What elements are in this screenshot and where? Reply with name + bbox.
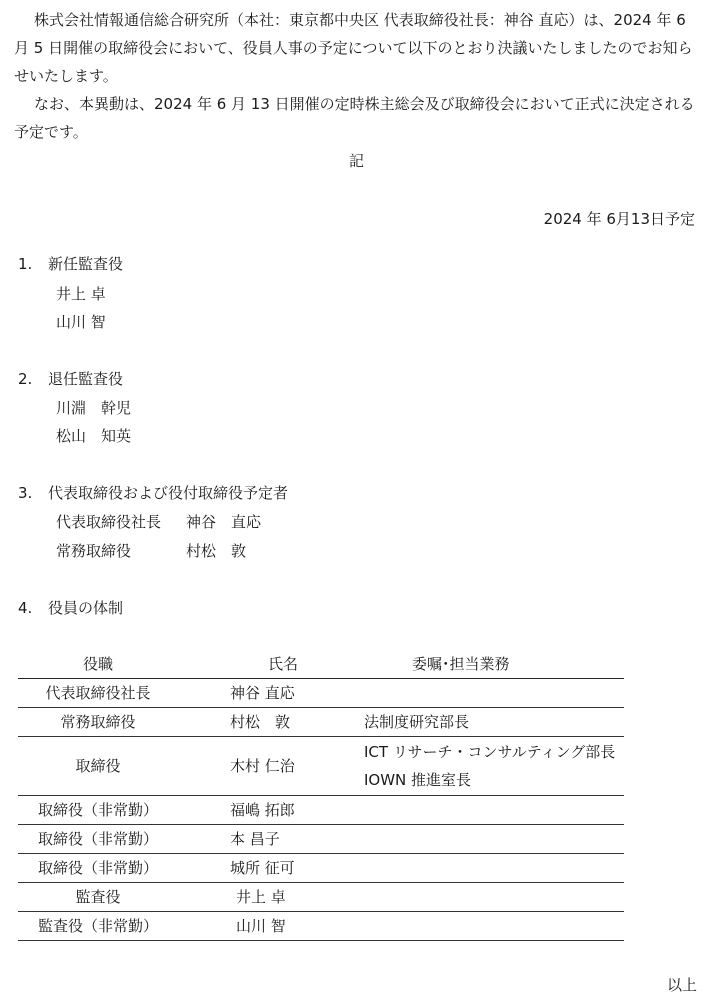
cell-duty: 法制度研究部長 <box>346 708 624 737</box>
section-3-role-1: 代表取締役社長 <box>56 513 162 531</box>
table-row <box>18 708 624 737</box>
cell-duty <box>346 825 624 854</box>
cell-role: 監査役 <box>18 883 178 912</box>
cell-role: 常務取締役 <box>18 708 178 737</box>
cell-role: 監査役（非常勤） <box>18 912 178 941</box>
section-1-line-1: 井上 卓 <box>56 285 106 303</box>
cell-name: 木村 仁治 <box>178 737 346 796</box>
cell-role: 取締役（非常勤） <box>18 825 178 854</box>
section-number: 1. <box>18 255 33 273</box>
section-title: 退任監査役 <box>48 370 124 388</box>
cell-name: 本 昌子 <box>178 825 346 854</box>
intro-paragraph-2: なお、本異動は、2024 年 6 月 13 日開催の定時株主総会及び取締役会において正式に決定される予定です。 <box>14 95 695 141</box>
cell-duty <box>346 796 624 825</box>
section-3-heading <box>18 482 288 503</box>
section-3-name-2: 村松 敦 <box>186 542 247 560</box>
cell-name: 村松 敦 <box>178 708 346 737</box>
cell-duty <box>346 912 624 941</box>
table-row <box>18 912 624 941</box>
ki-heading: 記 <box>348 152 364 170</box>
section-title: 役員の体制 <box>48 599 124 617</box>
section-1-line-2: 山川 智 <box>56 313 106 331</box>
table-row <box>18 679 624 708</box>
cell-name: 福嶋 拓郎 <box>178 796 346 825</box>
section-title: 代表取締役および役付取締役予定者 <box>48 484 289 502</box>
table-row <box>18 737 624 796</box>
section-number: 4. <box>18 599 33 617</box>
table-row <box>18 854 624 883</box>
table-row <box>18 825 624 854</box>
cell-duty <box>346 883 624 912</box>
header-duty: 委嘱･担当業務 <box>346 650 624 679</box>
header-name: 氏名 <box>178 650 346 679</box>
cell-duty <box>346 854 624 883</box>
section-2-line-2: 松山 知英 <box>56 427 132 445</box>
cell-role: 取締役（非常勤） <box>18 854 178 883</box>
section-3-name-1: 神谷 直応 <box>186 513 262 531</box>
intro-paragraph-1: 株式会社情報通信総合研究所（本社：東京都中央区 代表取締役社長：神谷 直応）は、2024 年 6 月 5 日開催の取締役会において、役員人事の予定について以下のとおり決議いたしましたのでお知らせいたします。 <box>14 11 693 85</box>
cell-name: 井上 卓 <box>178 883 346 912</box>
section-number: 3. <box>18 484 33 502</box>
duty-line-1: ICT リサーチ・コンサルティング部長 <box>364 743 616 761</box>
schedule-date: 2024 年 6月13日予定 <box>543 210 695 228</box>
section-4-heading <box>18 597 123 618</box>
cell-name: 山川 智 <box>178 912 346 941</box>
section-1-heading <box>18 253 123 274</box>
closing-text: 以上 <box>666 976 697 994</box>
table-row <box>18 883 624 912</box>
table-header-row <box>18 650 624 679</box>
section-3-role-2: 常務取締役 <box>56 542 132 560</box>
cell-duty <box>346 679 624 708</box>
cell-role: 取締役（非常勤） <box>18 796 178 825</box>
cell-name: 神谷 直応 <box>178 679 346 708</box>
section-number: 2. <box>18 370 33 388</box>
cell-role: 代表取締役社長 <box>18 679 178 708</box>
cell-duty <box>346 737 624 796</box>
section-2-line-1: 川淵 幹児 <box>56 399 132 417</box>
cell-role: 取締役 <box>18 737 178 796</box>
cell-name: 城所 征可 <box>178 854 346 883</box>
header-role: 役職 <box>18 650 178 679</box>
officers-table <box>18 650 624 941</box>
section-2-heading <box>18 368 123 389</box>
table-row <box>18 796 624 825</box>
duty-line-2: IOWN 推進室長 <box>364 771 472 789</box>
section-title: 新任監査役 <box>48 255 124 273</box>
